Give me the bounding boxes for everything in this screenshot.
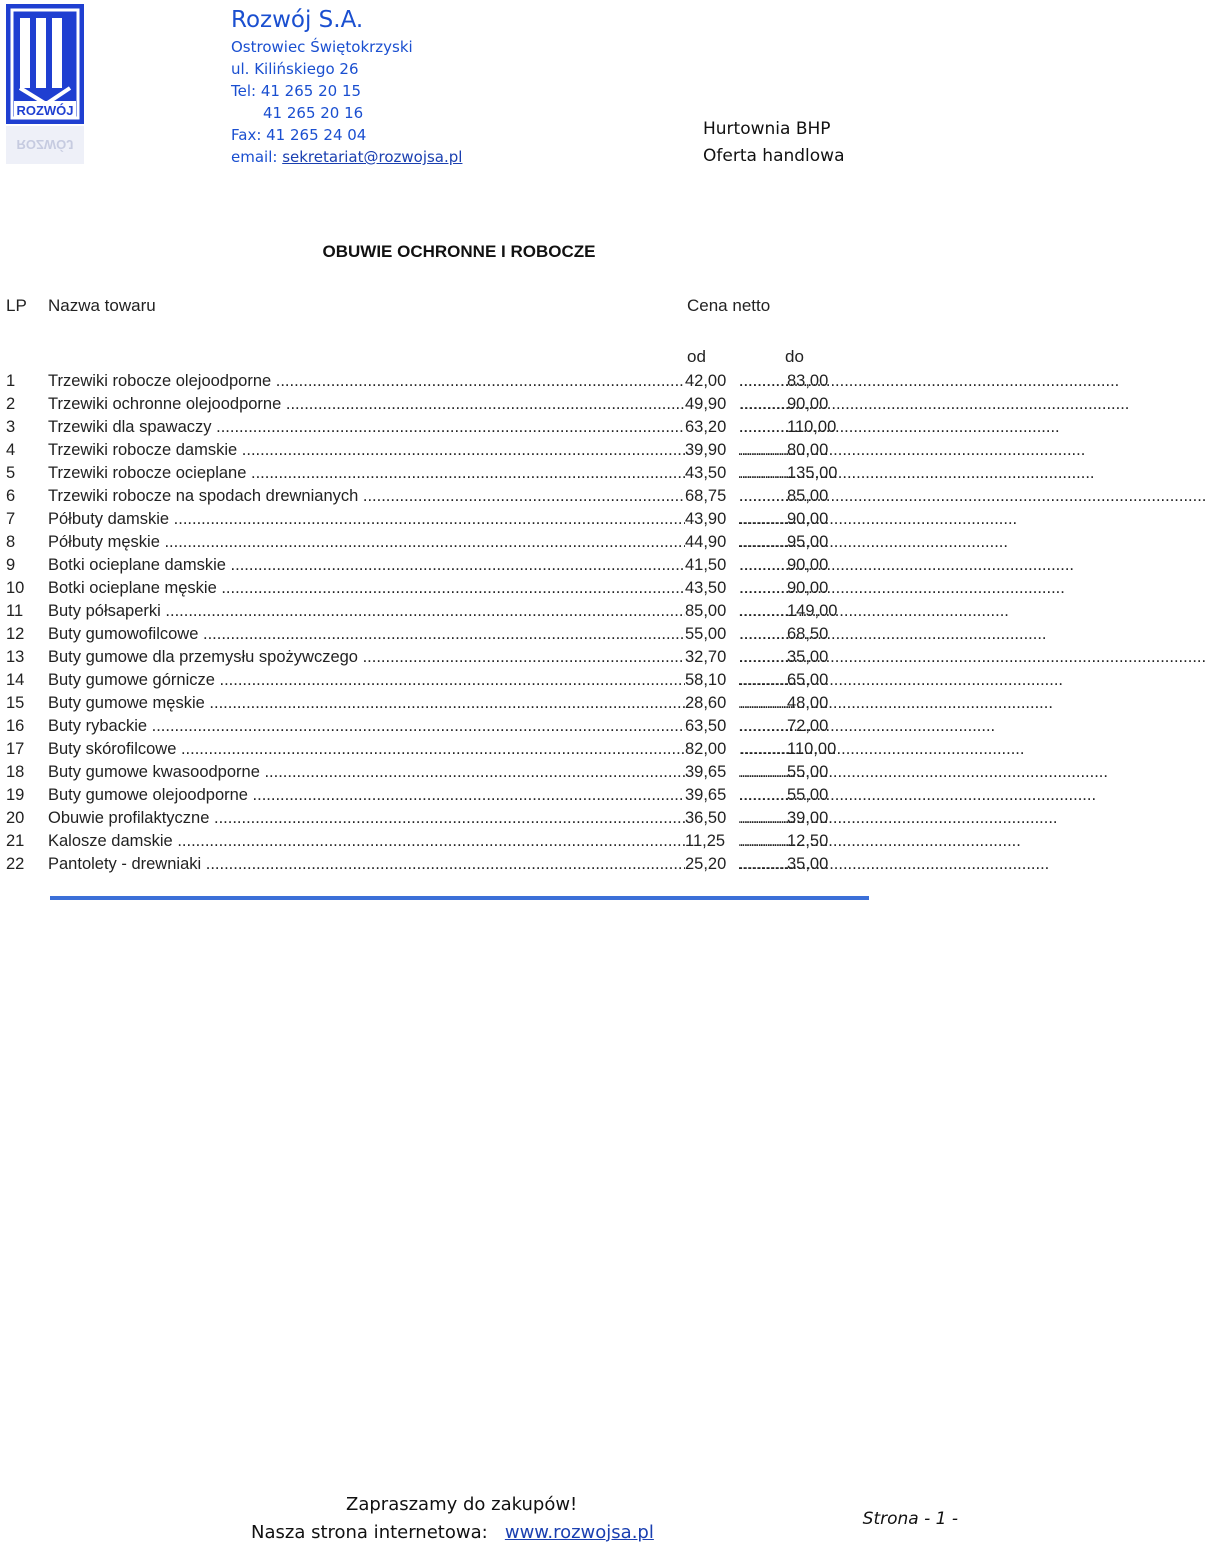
item-price-to: 135,00 xyxy=(787,464,838,482)
list-item xyxy=(0,554,960,577)
item-name: Półbuty damskie ..... xyxy=(48,508,685,531)
logo-text: ROZWÓJ xyxy=(16,103,74,118)
item-lp: 22 xyxy=(6,855,25,873)
item-price-from: 39,65 xyxy=(685,761,739,784)
item-lp: 14 xyxy=(6,671,25,689)
item-lp: 11 xyxy=(6,602,24,620)
item-lp: 8 xyxy=(6,533,16,551)
item-name: Botki ocieplane męskie ..... xyxy=(48,577,685,600)
item-leader-dots: ............ xyxy=(739,602,795,620)
item-price-to: 90,00 xyxy=(787,395,829,413)
item-leader-dots: ............ xyxy=(739,740,795,758)
item-price-to: 35,00 xyxy=(787,648,829,666)
item-price-from: 11,25 xyxy=(685,830,739,853)
item-price-from: 43,90 xyxy=(685,508,739,531)
item-name: Trzewiki robocze olejoodporne ..... xyxy=(48,370,685,393)
item-price-to: 110,00 xyxy=(787,740,837,758)
item-price-from: 41,50 xyxy=(685,554,739,577)
item-price-from: 58,10 xyxy=(685,669,739,692)
item-price-to: 65,00 xyxy=(787,671,829,689)
column-lp: LP xyxy=(6,296,27,315)
list-item xyxy=(0,692,960,715)
item-price-from: 63,20 xyxy=(685,416,739,439)
item-leader-dots: ............ xyxy=(739,487,795,505)
list-item xyxy=(0,738,960,761)
list-item xyxy=(0,462,960,485)
item-lp: 19 xyxy=(6,786,25,804)
company-name: Rozwój S.A. xyxy=(231,7,364,33)
footer-website-line xyxy=(251,1522,654,1543)
item-lp: 13 xyxy=(6,648,25,666)
item-name: Buty gumowe górnicze ..... xyxy=(48,669,685,692)
item-price-from: 39,90 xyxy=(685,439,739,462)
list-item xyxy=(0,807,960,830)
item-price-from: 42,00 xyxy=(685,370,739,393)
item-name: Trzewiki ochronne olejoodporne ..... xyxy=(48,393,685,416)
list-item xyxy=(0,508,960,531)
item-leader-dots: ............ xyxy=(739,579,795,597)
item-leader-dots: ............ xyxy=(739,763,795,781)
item-name: Trzewiki robocze na spodach drewnianych ..... xyxy=(48,485,685,508)
company-city: Ostrowiec Świętokrzyski xyxy=(231,38,413,56)
list-item xyxy=(0,600,960,623)
page-title: OBUWIE OCHRONNE I ROBOCZE xyxy=(322,242,596,261)
list-item xyxy=(0,761,960,784)
item-price-from: 68,75 xyxy=(685,485,739,508)
list-item xyxy=(0,485,960,508)
email-link[interactable]: sekretariat@rozwojsa.pl xyxy=(282,148,463,166)
item-price-to: 90,00 xyxy=(787,556,829,574)
list-item xyxy=(0,669,960,692)
item-price-from: 82,00 xyxy=(685,738,739,761)
item-lp: 15 xyxy=(6,694,25,712)
item-price-to: 110,00 xyxy=(787,418,837,436)
item-price-from: 39,65 xyxy=(685,784,739,807)
item-price-to: 12,50 xyxy=(787,832,829,850)
item-price-to: 90,00 xyxy=(787,510,829,528)
item-name: Trzewiki robocze ocieplane ..... xyxy=(48,462,685,485)
item-leader-dots: ............ xyxy=(739,786,795,804)
item-price-to: 39,00 xyxy=(787,809,829,827)
item-name: Półbuty męskie ..... xyxy=(48,531,685,554)
item-name: Buty skórofilcowe ..... xyxy=(48,738,685,761)
item-price-to: 68,50 xyxy=(787,625,829,643)
item-lp: 2 xyxy=(6,395,16,413)
item-lp: 12 xyxy=(6,625,25,643)
item-name: Buty gumowe olejoodporne ..... xyxy=(48,784,685,807)
item-price-to: 72,00 xyxy=(787,717,829,735)
list-item xyxy=(0,784,960,807)
item-leader-dots: ............ xyxy=(739,809,795,827)
item-leader-dots: ............ xyxy=(739,625,795,643)
item-lp: 1 xyxy=(6,372,16,390)
item-leader-dots: ............ xyxy=(739,832,795,850)
item-price-from: 32,70 xyxy=(685,646,739,669)
header-offer: Oferta handlowa xyxy=(703,146,845,166)
company-info xyxy=(231,4,462,168)
list-item xyxy=(0,393,960,416)
item-price-to: 80,00 xyxy=(787,441,829,459)
item-name: Kalosze damskie ..... xyxy=(48,830,685,853)
item-name: Buty gumowe męskie ..... xyxy=(48,692,685,715)
item-lp: 17 xyxy=(6,740,25,758)
item-name: Buty gumowe dla przemysłu spożywczego ..... xyxy=(48,646,685,669)
item-price-to: 35,00 xyxy=(787,855,829,873)
item-price-to: 85,00 xyxy=(787,487,829,505)
item-lp: 9 xyxy=(6,556,16,574)
item-leader-dots: ............ xyxy=(739,441,795,459)
list-item xyxy=(0,416,960,439)
item-price-from: 43,50 xyxy=(685,462,739,485)
list-item xyxy=(0,646,960,669)
list-item xyxy=(0,853,960,876)
item-price-from: 43,50 xyxy=(685,577,739,600)
item-name: Buty półsaperki ..... xyxy=(48,600,685,623)
item-price-to: 95,00 xyxy=(787,533,829,551)
list-item xyxy=(0,439,960,462)
column-from: od xyxy=(687,347,706,366)
footer-invite: Zapraszamy do zakupów! xyxy=(346,1494,578,1515)
item-leader-dots: ............ xyxy=(739,717,795,735)
item-price-from: 85,00 xyxy=(685,600,739,623)
item-name: Obuwie profilaktyczne ..... xyxy=(48,807,685,830)
item-price-from: 44,90 xyxy=(685,531,739,554)
list-item xyxy=(0,715,960,738)
item-price-from: 36,50 xyxy=(685,807,739,830)
item-lp: 16 xyxy=(6,717,25,735)
item-name: Pantolety - drewniaki ..... xyxy=(48,853,685,876)
list-item xyxy=(0,623,960,646)
item-leader-dots: ............ xyxy=(739,510,795,528)
website-link[interactable]: www.rozwojsa.pl xyxy=(504,1522,654,1543)
item-lp: 20 xyxy=(6,809,25,827)
item-name: Trzewiki robocze damskie ..... xyxy=(48,439,685,462)
item-price-to: 90,00 xyxy=(787,579,829,597)
item-leader-dots: ............ xyxy=(739,418,795,436)
item-name: Trzewiki dla spawaczy ..... xyxy=(48,416,685,439)
item-leader-dots: ............ xyxy=(739,648,795,666)
divider xyxy=(50,896,869,900)
header-wholesale: Hurtownia BHP xyxy=(703,119,831,139)
list-item xyxy=(0,531,960,554)
item-leader-dots: ............ xyxy=(739,556,795,574)
item-leader-dots: ............ xyxy=(739,464,795,482)
item-lp: 6 xyxy=(6,487,16,505)
item-lp: 4 xyxy=(6,441,16,459)
list-item xyxy=(0,370,960,393)
column-name: Nazwa towaru xyxy=(48,296,156,315)
item-price-to: 149,00 xyxy=(787,602,838,620)
item-lp: 18 xyxy=(6,763,25,781)
column-to: do xyxy=(785,347,804,366)
page-number: Strona - 1 - xyxy=(862,1509,958,1529)
list-item xyxy=(0,830,960,853)
footer-website-label: Nasza strona internetowa: xyxy=(251,1522,488,1543)
item-price-from: 28,60 xyxy=(685,692,739,715)
company-fax: Fax: 41 265 24 04 xyxy=(231,126,367,144)
item-name: Buty gumowe kwasoodporne ..... xyxy=(48,761,685,784)
item-name: Botki ocieplane damskie ..... xyxy=(48,554,685,577)
item-leader-dots: ............ xyxy=(739,533,795,551)
item-lp: 7 xyxy=(6,510,16,528)
item-price-from: 63,50 xyxy=(685,715,739,738)
list-item xyxy=(0,577,960,600)
product-list xyxy=(0,370,960,876)
company-tel: Tel: 41 265 20 15 xyxy=(231,82,362,100)
company-tel-2: 41 265 20 16 xyxy=(263,104,364,122)
item-price-to: 48,00 xyxy=(787,694,829,712)
item-price-to: 55,00 xyxy=(787,786,829,804)
item-price-to: 83,00 xyxy=(787,372,829,390)
item-name: Buty rybackie ..... xyxy=(48,715,685,738)
item-lp: 5 xyxy=(6,464,16,482)
item-price-from: 49,90 xyxy=(685,393,739,416)
company-email-line xyxy=(231,146,462,168)
logo-reflection-text: ROZWÓJ xyxy=(16,137,74,152)
item-leader-dots: ............ xyxy=(739,372,795,390)
company-street: ul. Kilińskiego 26 xyxy=(231,60,359,78)
item-leader-dots: ............ xyxy=(739,855,795,873)
item-lp: 3 xyxy=(6,418,16,436)
item-price-from: 55,00 xyxy=(685,623,739,646)
email-label: email: xyxy=(231,148,283,166)
item-price-to: 55,00 xyxy=(787,763,829,781)
column-price: Cena netto xyxy=(687,296,771,315)
item-price-from: 25,20 xyxy=(685,853,739,876)
item-lp: 21 xyxy=(6,832,25,850)
item-name: Buty gumowofilcowe ..... xyxy=(48,623,685,646)
item-leader-dots: ............ xyxy=(739,671,795,689)
item-lp: 10 xyxy=(6,579,25,597)
header-right xyxy=(703,116,845,170)
item-leader-dots: ............ xyxy=(739,395,795,413)
company-logo xyxy=(6,4,84,164)
item-leader-dots: ............ xyxy=(739,694,795,712)
